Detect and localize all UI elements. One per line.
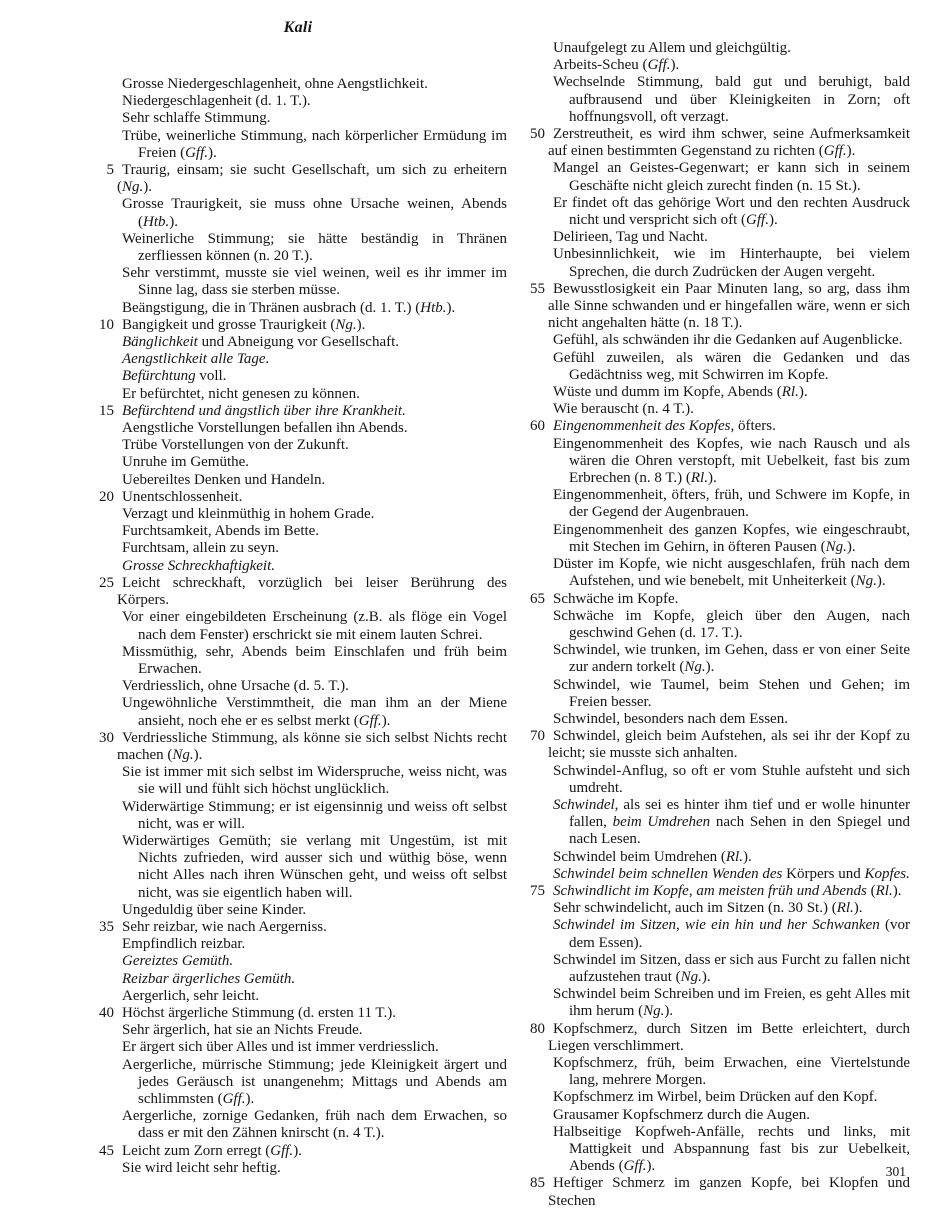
entry-text: Schwäche im Kopfe, gleich über den Augen, nach geschwind Gehen (d. 17. T.). — [553, 607, 910, 641]
entry-text: Eingenommenheit, öfters, früh, und Schwere im Kopfe, in der Gegend der Augenbrauen. — [553, 487, 910, 521]
entry-text: Leicht zum Zorn erregt ( — [122, 1142, 271, 1159]
entry-text-italic: Schwindel im Sitzen, wie ein hin und her Schwanken — [553, 917, 880, 934]
symptom-entry — [519, 332, 910, 349]
entry-text: Furchtsamkeit, Abends im Bette. — [122, 523, 320, 540]
entry-number: 40 — [99, 1004, 114, 1021]
entry-text: Halbseitige Kopfweh-Anfälle, rechts und links, mit Mattigkeit und Abspannung fast bis zur Uebelkeit, Abends ( — [553, 1123, 910, 1175]
entry-text-italic: Ng. — [335, 316, 357, 333]
symptom-entry — [519, 797, 910, 849]
symptom-entry — [88, 799, 507, 833]
entry-text: Schwäche im Kopfe. — [553, 590, 679, 607]
entry-text: ). — [768, 212, 778, 229]
entry-text: Beängstigung, die in Thränen ausbrach (d. 1. T.) ( — [122, 299, 421, 316]
entry-text: Sie wird leicht sehr heftig. — [122, 1159, 281, 1176]
symptom-entry — [88, 334, 507, 351]
entry-text: Mangel an Geistes-Gegenwart; er kann sich in seinem Geschäfte nicht gleich zurecht finden (n. 15 St.). — [553, 160, 910, 194]
entry-text: Er ärgert sich über Alles und ist immer verdriesslich. — [122, 1039, 439, 1056]
symptom-entry — [519, 608, 910, 642]
entry-text: Er befürchtet, nicht genesen zu können. — [122, 385, 360, 402]
entry-text-italic: Gff. — [823, 143, 847, 160]
symptom-entry — [519, 556, 910, 590]
entry-number: 85 — [530, 1175, 545, 1192]
symptom-entry — [88, 128, 507, 162]
entry-text: Leicht schreckhaft, vorzüglich bei leiser Berührung des Körpers. — [117, 574, 507, 609]
entry-text: Verdriessliche Stimmung, als könne sie sich selbst Nichts recht machen ( — [117, 729, 507, 763]
symptom-entry — [88, 1160, 507, 1177]
entry-text: Bangigkeit und grosse Traurigkeit ( — [122, 316, 336, 333]
entry-text: Ungeduldig über seine Kinder. — [122, 901, 307, 918]
entry-text: Unruhe im Gemüthe. — [122, 454, 250, 471]
entry-text: Sehr schwindelicht, auch im Sitzen (n. 30 St.) ( — [553, 900, 837, 917]
symptom-entry — [88, 1005, 507, 1022]
entry-text-italic: Grosse Schreckhaftigkeit. — [122, 557, 276, 574]
entry-text-italic: Ng. — [122, 179, 144, 196]
entry-text: und Abneigung vor Gesellschaft. — [197, 334, 400, 351]
symptom-entry — [88, 110, 507, 127]
entry-text-italic: Gereiztes Gemüth. — [122, 953, 234, 970]
entry-text: , als sei es hinter ihm tief und er wolle hinunter fallen, — [569, 796, 910, 831]
symptom-entry — [519, 522, 910, 556]
entry-text: ). — [664, 1003, 674, 1020]
symptom-entry — [88, 919, 507, 936]
entry-text: Kopfschmerz, früh, beim Erwachen, eine Viertelstunde lang, mehrere Morgen. — [553, 1054, 910, 1089]
entry-text: Düster im Kopfe, wie nicht ausgeschlafen, früh nach dem Aufstehen, und wie benebelt, mit Unheiterkeit ( — [553, 556, 910, 590]
column-left — [88, 76, 507, 1177]
symptom-entry — [88, 695, 507, 729]
entry-text: Traurig, einsam; sie sucht Gesellschaft, um sich zu erheitern ( — [117, 162, 507, 196]
symptom-entry — [519, 952, 910, 986]
symptom-entry — [88, 437, 507, 454]
entry-text: Kopfschmerz, durch Sitzen im Bette erleichtert, durch Liegen verschlimmert. — [548, 1020, 910, 1054]
entry-number: 50 — [530, 126, 545, 143]
entry-text-italic: Htb. — [143, 213, 170, 230]
entry-text-italic: Rl. — [836, 900, 854, 917]
column-right — [519, 40, 910, 1210]
entry-text: ). — [670, 57, 680, 74]
entry-text: Wüste und dumm im Kopfe, Abends ( — [553, 384, 782, 401]
symptom-entry — [88, 76, 507, 93]
entry-text: Ungewöhnliche Verstimmtheit, die man ihm an der Miene ansieht, noch ehe er es selbst merkt ( — [122, 695, 507, 729]
entry-text: Schwindel im Sitzen, dass er sich aus Furcht zu fallen nicht aufzustehen traut ( — [553, 951, 911, 985]
entry-text: Gefühl, als schwänden ihr die Gedanken auf Augenblicke. — [553, 332, 903, 349]
entry-text: Höchst ärgerliche Stimmung (d. ersten 11 T.). — [122, 1004, 396, 1021]
entry-text: ). — [193, 746, 203, 763]
entry-number: 15 — [99, 402, 114, 419]
symptom-entry — [519, 883, 910, 900]
entry-text: Missmüthig, sehr, Abends beim Einschlafen und früh beim Erwachen. — [122, 643, 507, 677]
symptom-entry — [88, 902, 507, 919]
symptom-entry — [88, 558, 507, 575]
entry-text: ). — [446, 299, 456, 316]
entry-text: (vor dem Essen). — [569, 917, 910, 951]
symptom-entry — [519, 246, 910, 280]
symptom-entry — [88, 1057, 507, 1109]
entry-text-italic: Gff. — [270, 1142, 294, 1159]
symptom-entry — [88, 162, 507, 196]
entry-number: 55 — [530, 280, 545, 297]
entry-text-italic: beim Umdrehen — [612, 814, 711, 831]
symptom-entry — [519, 40, 910, 57]
entry-text: ). — [846, 538, 856, 555]
symptom-entry — [519, 229, 910, 246]
symptom-entry — [88, 523, 507, 540]
entry-text: Schwindel, wie Taumel, beim Stehen und Gehen; im Freien besser. — [553, 676, 910, 710]
symptom-entry — [88, 953, 507, 970]
entry-text-italic: Bänglichkeit — [122, 334, 198, 351]
symptom-entry — [519, 160, 910, 194]
symptom-entry — [88, 196, 507, 230]
symptom-entry — [519, 711, 910, 728]
symptom-entry — [88, 386, 507, 403]
symptom-entry — [88, 231, 507, 265]
entry-text: Aergerliche, mürrische Stimmung; jede Kleinigkeit ärgert und jedes Geräusch ist unangenehm; Mittags und Abends am schlimmsten ( — [122, 1056, 507, 1107]
symptom-entry — [88, 540, 507, 557]
symptom-entry — [519, 1107, 910, 1124]
symptom-entry — [519, 1055, 910, 1089]
entry-text: Aergerlich, sehr leicht. — [122, 987, 260, 1004]
symptom-entry — [88, 489, 507, 506]
entry-text: ). — [208, 144, 217, 161]
entry-text: Wie berauscht (n. 4 T.). — [553, 401, 694, 418]
entry-text: Grosse Traurigkeit, sie muss ohne Ursache weinen, Abends ( — [122, 196, 507, 230]
symptom-entry — [88, 420, 507, 437]
entry-text: ). — [381, 712, 391, 729]
entry-text-italic: Gff. — [647, 57, 671, 74]
symptom-entry — [519, 57, 910, 74]
symptom-entry — [88, 971, 507, 988]
entry-text: Unaufgelegt zu Allem und gleichgültig. — [553, 40, 791, 56]
entry-number: 5 — [106, 162, 114, 179]
symptom-entry — [88, 368, 507, 385]
entry-text-italic: Schwindlicht im Kopfe, am meisten früh und Abends — [553, 882, 867, 899]
entry-text: Körpers und — [782, 865, 865, 882]
entry-text: Widerwärtiges Gemüth; sie verlang mit Ungestüm, ist mit Nichts zufrieden, wird ausser sich und wüthig böse, wenn nicht Alles nach ihren Wünschen geht, und weiss oft selbst nicht, was sie eigentlich haben will. — [122, 832, 507, 901]
entry-text: Zerstreutheit, es wird ihm schwer, seine Aufmerksamkeit auf einen bestimmten Gegenstand zu richten ( — [548, 126, 910, 160]
entry-text: ). — [853, 900, 863, 917]
symptom-entry — [88, 1143, 507, 1160]
symptom-entry — [88, 730, 507, 764]
symptom-entry — [88, 454, 507, 471]
entry-text: Verdriesslich, ohne Ursache (d. 5. T.). — [122, 678, 349, 695]
entry-number: 25 — [99, 574, 114, 591]
entry-text: Schwindel beim Umdrehen ( — [553, 848, 726, 865]
entry-text: Verzagt und kleinmüthig in hohem Grade. — [122, 506, 375, 523]
symptom-entry — [519, 591, 910, 608]
entry-text: Gefühl zuweilen, als wären die Gedanken und das Gedächtniss weg, mit Schwirren im Kopfe. — [553, 349, 910, 383]
page-title: Kali — [283, 19, 313, 36]
entry-text-italic: Gff. — [746, 212, 769, 229]
entry-text-italic: Htb. — [420, 299, 447, 316]
entry-text: Schwindel, gleich beim Aufstehen, als sei ihr der Kopf zu leicht; sie musste sich anhalten. — [548, 728, 910, 762]
symptom-entry — [88, 506, 507, 523]
entry-text-italic: Rl. — [725, 848, 743, 865]
entry-text: ). — [169, 213, 178, 230]
symptom-entry — [519, 677, 910, 711]
entry-text: ). — [846, 143, 856, 160]
entry-text: Heftiger Schmerz im ganzen Kopfe, bei Klopfen und Stechen — [548, 1175, 910, 1209]
entry-number: 60 — [530, 418, 545, 435]
symptom-entry — [519, 418, 910, 435]
symptom-entry — [519, 74, 910, 126]
entry-text: Schwindel, wie trunken, im Gehen, dass er von einer Seite zur andern torkelt ( — [553, 642, 910, 676]
entry-text: Niedergeschlagenheit (d. 1. T.). — [122, 93, 311, 110]
symptom-entry — [88, 1022, 507, 1039]
entry-number: 20 — [99, 488, 114, 505]
symptom-entry — [519, 763, 910, 797]
entry-text: ). — [707, 470, 717, 487]
symptom-entry — [88, 1039, 507, 1056]
entry-text-italic: Rl. — [781, 384, 799, 401]
entry-text: Unentschlossenheit. — [122, 488, 243, 505]
entry-text: Kopfschmerz im Wirbel, beim Drücken auf den Kopf. — [553, 1089, 878, 1106]
symptom-entry — [88, 609, 507, 643]
entry-text: nach Sehen in den Spiegel und nach Lesen. — [569, 814, 910, 848]
entry-text: Sehr schlaffe Stimmung. — [122, 110, 271, 127]
symptom-entry — [88, 764, 507, 798]
entry-text: Sehr ärgerlich, hat sie an Nichts Freude. — [122, 1022, 363, 1039]
entry-text: Trübe, weinerliche Stimmung, nach körperlicher Ermüdung im Freien ( — [122, 127, 507, 161]
entry-number: 80 — [530, 1020, 545, 1037]
symptom-entry — [88, 644, 507, 678]
symptom-entry — [519, 849, 910, 866]
entry-text-italic: Eingenommenheit des Kopfes — [553, 418, 731, 435]
symptom-entry — [519, 195, 910, 229]
entry-text: Sehr verstimmt, musste sie viel weinen, weil es ihr immer im Sinne lag, dass sie sterben müsse. — [122, 265, 507, 299]
entry-number: 75 — [530, 882, 545, 899]
entry-number: 30 — [99, 729, 114, 746]
entry-text: , öfters. — [730, 418, 776, 435]
symptom-entry — [88, 351, 507, 368]
entry-text-italic: Kopfes. — [864, 865, 910, 882]
entry-text: Uebereiltes Denken und Handeln. — [122, 471, 326, 488]
symptom-entry — [88, 575, 507, 609]
entry-text: Aergerliche, zornige Gedanken, früh nach dem Erwachen, so dass er mit den Zähnen knirscht (n. 4 T.). — [122, 1108, 507, 1142]
entry-text: Schwindel, besonders nach dem Essen. — [553, 710, 788, 727]
entry-text-italic: Befürchtung — [122, 368, 196, 385]
entry-text-italic: Befürchtend und ängstlich über ihre Krankheit. — [122, 402, 406, 419]
entry-text: ). — [356, 316, 366, 333]
entry-text-italic: Gff. — [185, 144, 208, 161]
symptom-entry — [519, 1175, 910, 1209]
entry-text: Sie ist immer mit sich selbst im Widerspruche, weiss nicht, was sie will und fühlt sich höchst unglücklich. — [122, 764, 507, 798]
symptom-entry — [519, 728, 910, 762]
entry-text: Aengstliche Vorstellungen befallen ihn Abends. — [122, 420, 408, 437]
symptom-entry — [88, 265, 507, 299]
symptom-entry — [88, 936, 507, 953]
symptom-entry — [88, 93, 507, 110]
entry-text: Wechselnde Stimmung, bald gut und beruhigt, bald aufbrausend und über Kleinigkeiten in Zorn; oft hoffnungsvoll, oft verzagt. — [553, 74, 910, 125]
entry-text: ). — [293, 1142, 302, 1159]
entry-text: Arbeits-Scheu ( — [553, 57, 648, 74]
symptom-entry — [519, 642, 910, 676]
entry-text: ). — [646, 1158, 656, 1175]
symptom-entry — [88, 472, 507, 489]
entry-text: ( — [866, 882, 876, 899]
entry-text-italic: Ng. — [172, 746, 194, 763]
symptom-entry — [88, 833, 507, 902]
symptom-entry — [519, 917, 910, 951]
entry-text: Sehr reizbar, wie nach Aergerniss. — [122, 918, 327, 935]
symptom-entry — [519, 126, 910, 160]
symptom-entry — [88, 317, 507, 334]
entry-text: Widerwärtige Stimmung; er ist eigensinnig und weiss oft selbst nicht, was er will. — [122, 798, 507, 832]
entry-text: ). — [705, 659, 715, 676]
entry-text: Bewusstlosigkeit ein Paar Minuten lang, so arg, dass ihm alle Sinne schwanden und er hingefallen wäre, wenn er sich nicht angehalten hätte (n. 18 T.). — [548, 280, 910, 332]
entry-text: Weinerliche Stimmung; sie hätte beständig in Thränen zerfliessen können (n. 20 T.). — [122, 230, 507, 265]
entry-text: Empfindlich reizbar. — [122, 936, 246, 953]
entry-text: Eingenommenheit des Kopfes, wie nach Rausch und als wären die Ohren verstopft, mit Uebelkeit, fast bis zum Erbrechen (n. 8 T.) ( — [553, 435, 910, 487]
entry-number: 45 — [99, 1142, 114, 1159]
entry-text: Vor einer eingebildeten Erscheinung (z.B. als flöge ein Vogel nach dem Fenster) erschrickt sie mit einem lauten Schrei. — [122, 609, 507, 643]
symptom-entry — [88, 678, 507, 695]
entry-text: voll. — [195, 368, 227, 385]
entry-number: 10 — [99, 316, 114, 333]
entry-text: Schwindel beim Schreiben und im Freien, es geht Alles mit ihm herum ( — [553, 986, 910, 1020]
entry-text: Schwindel-Anflug, so oft er vom Stuhle aufsteht und sich umdreht. — [553, 762, 910, 796]
entry-text: ). — [245, 1090, 255, 1107]
entry-number: 35 — [99, 918, 114, 935]
entry-text-italic: Rl. — [690, 470, 708, 487]
page-number: 301 — [885, 1164, 906, 1179]
entry-text: ). — [701, 968, 711, 985]
symptom-entry — [519, 350, 910, 384]
entry-text: Er findet oft das gehörige Wort und den rechten Ausdruck nicht und verspricht sich oft ( — [553, 194, 910, 229]
entry-text-italic: Schwindel — [553, 796, 615, 813]
entry-text-italic: Gff. — [358, 712, 382, 729]
entry-text-italic: Ng. — [825, 538, 847, 555]
entry-number: 70 — [530, 728, 545, 745]
entry-text: ). — [742, 848, 752, 865]
entry-text: Grosse Niedergeschlagenheit, ohne Aengstlichkeit. — [122, 76, 428, 92]
symptom-entry — [519, 1089, 910, 1106]
symptom-entry — [88, 300, 507, 317]
entry-text-italic: Ng. — [855, 573, 877, 590]
entry-text-italic: Schwindel beim schnellen Wenden des — [553, 865, 783, 882]
entry-text-italic: Aengstlichkeit alle Tage. — [122, 351, 270, 368]
entry-text: Unbesinnlichkeit, wie im Hinterhaupte, bei vielem Sprechen, die durch Zudrücken der Augen vergeht. — [553, 246, 910, 280]
symptom-entry — [519, 384, 910, 401]
symptom-entry — [519, 900, 910, 917]
symptom-entry — [519, 401, 910, 418]
entry-text: Eingenommenheit des ganzen Kopfes, wie eingeschraubt, mit Stechen im Gehirn, in öfteren Pausen ( — [553, 521, 910, 555]
symptom-entry — [88, 988, 507, 1005]
entry-text: Furchtsam, allein zu seyn. — [122, 540, 280, 557]
symptom-entry — [519, 1021, 910, 1055]
entry-text: Delirieen, Tag und Nacht. — [553, 229, 708, 246]
symptom-entry — [88, 1108, 507, 1142]
entry-text-italic: Gff. — [222, 1090, 246, 1107]
entry-text-italic: Ng. — [684, 659, 706, 676]
entry-text: ). — [892, 882, 902, 899]
entry-text-italic: Reizbar ärgerliches Gemüth. — [122, 970, 296, 987]
entry-text: Trübe Vorstellungen von der Zukunft. — [122, 437, 349, 454]
symptom-entry — [519, 866, 910, 883]
entry-text-italic: Rl. — [875, 882, 893, 899]
symptom-entry — [519, 986, 910, 1020]
entry-text: Grausamer Kopfschmerz durch die Augen. — [553, 1106, 810, 1123]
entry-text-italic: Ng. — [643, 1003, 665, 1020]
entry-text: ). — [876, 573, 886, 590]
symptom-entry — [519, 487, 910, 521]
entry-text: ). — [798, 384, 808, 401]
symptom-entry — [88, 403, 507, 420]
symptom-entry — [519, 281, 910, 333]
entry-text-italic: Gff. — [623, 1158, 647, 1175]
entry-number: 65 — [530, 590, 545, 607]
entry-text-italic: Ng. — [680, 968, 702, 985]
entry-text: ). — [143, 179, 153, 196]
symptom-entry — [519, 436, 910, 488]
